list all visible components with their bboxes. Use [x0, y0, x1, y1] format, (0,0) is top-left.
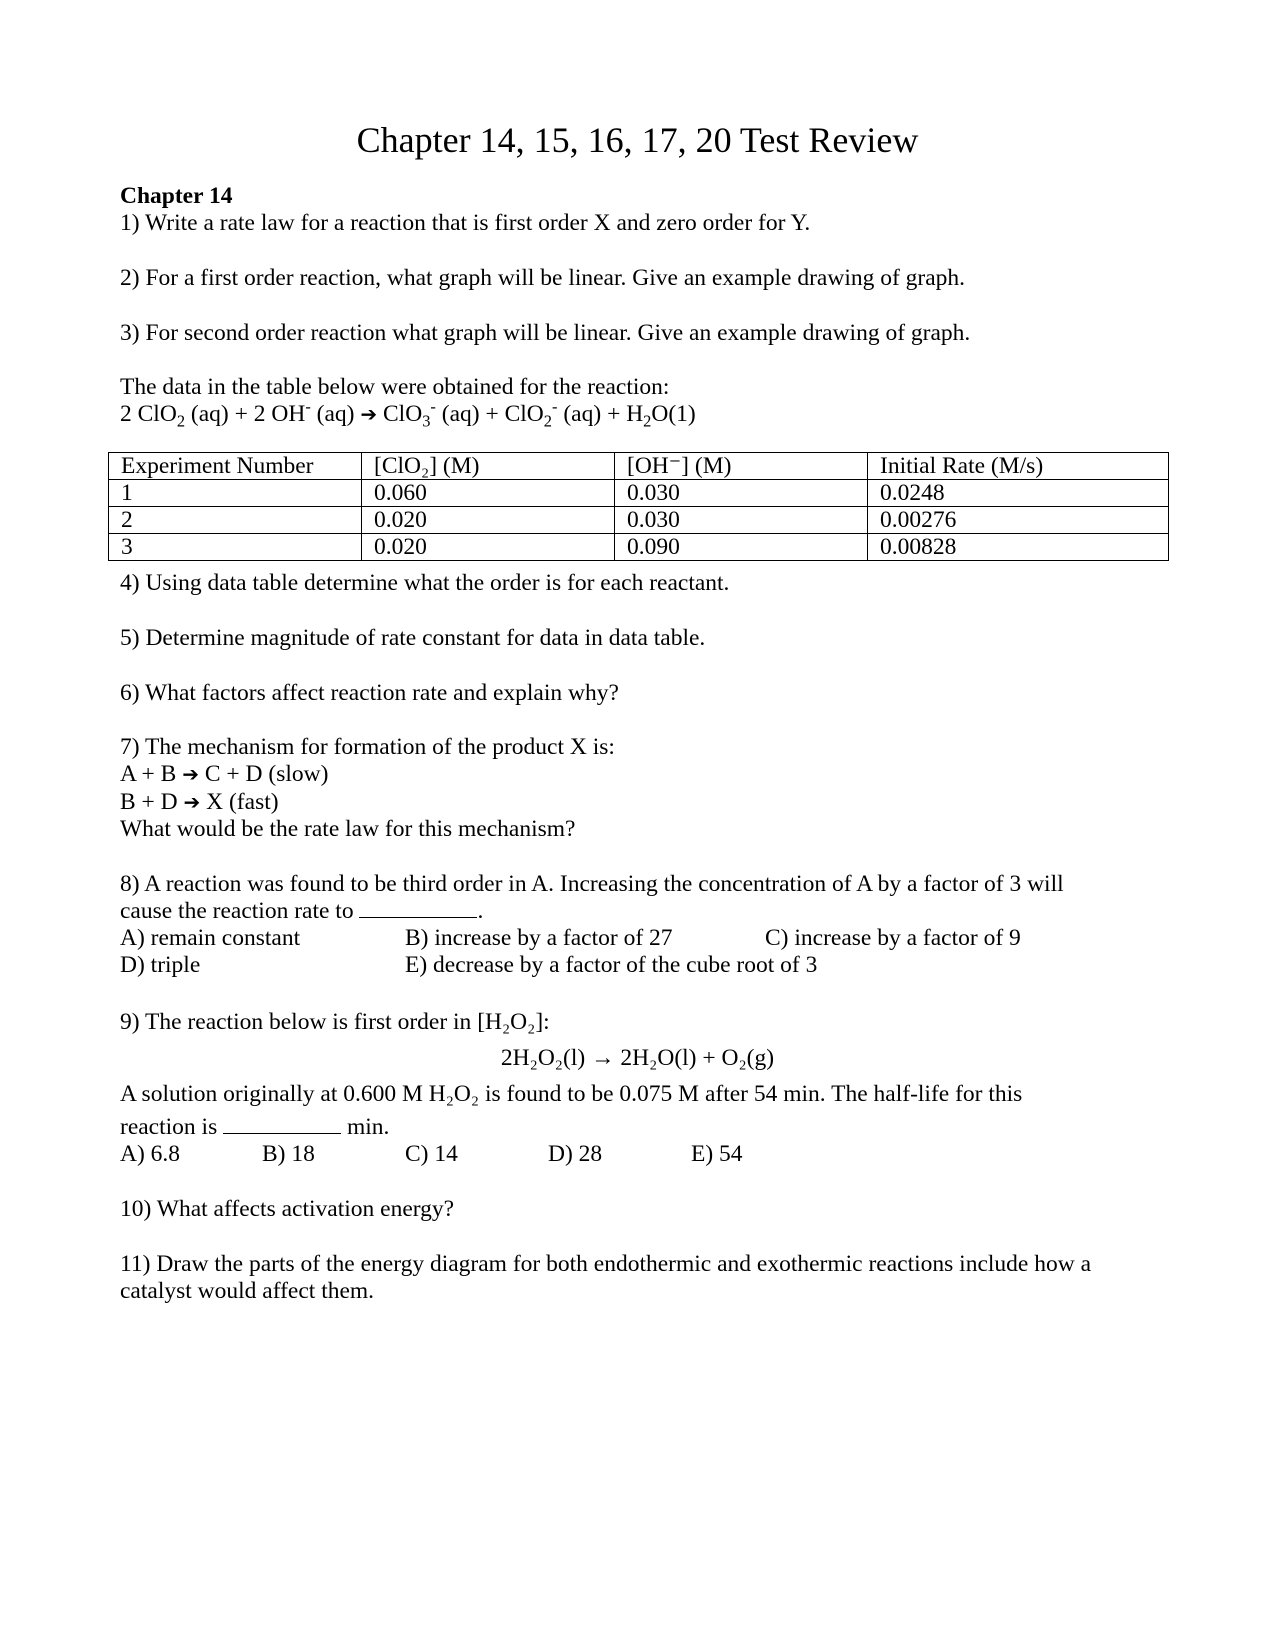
table-cell: 0.030	[615, 480, 868, 507]
table-header-cell: Initial Rate (M/s)	[868, 453, 1169, 480]
table-header-cell: Experiment Number	[109, 453, 362, 480]
table-cell: 0.020	[362, 534, 615, 561]
table-cell: 0.090	[615, 534, 868, 561]
question-7-intro: 7) The mechanism for formation of the product X is:	[120, 734, 615, 760]
question-8-line-1: 8) A reaction was found to be third order in A. Increasing the concentration of A by a factor of 3 will	[120, 871, 1064, 897]
question-10: 10) What affects activation energy?	[120, 1196, 455, 1222]
arrow-icon: ➔	[182, 762, 199, 786]
table-cell: 0.060	[362, 480, 615, 507]
table-cell: 0.0248	[868, 480, 1169, 507]
page-title: Chapter 14, 15, 16, 17, 20 Test Review	[356, 120, 919, 160]
q9-option-b: B) 18	[262, 1141, 315, 1167]
mechanism-step-1: A + B ➔ C + D (slow)	[120, 761, 329, 787]
table-cell: 0.00276	[868, 507, 1169, 534]
q9-equation: 2H₂O₂(l) → 2H₂O(l) + O₂(g)	[500, 1045, 775, 1071]
table-cell: 0.00828	[868, 534, 1169, 561]
q9-option-d: D) 28	[548, 1141, 603, 1167]
q8-option-d: D) triple	[120, 952, 201, 978]
q9-option-c: C) 14	[405, 1141, 458, 1167]
table-row	[109, 507, 1169, 534]
question-7-question: What would be the rate law for this mechanism?	[120, 816, 576, 842]
question-3: 3) For second order reaction what graph will be linear. Give an example drawing of graph.	[120, 320, 971, 346]
question-9-line-3: reaction is min.	[120, 1114, 390, 1140]
answer-blank	[223, 1113, 341, 1134]
q9-formula: [H₂O₂]:	[477, 1009, 550, 1035]
question-1: 1) Write a rate law for a reaction that is first order X and zero order for Y.	[120, 210, 811, 236]
question-9-line-2: A solution originally at 0.600 M H₂O₂ is found to be 0.075 M after 54 min. The half-life for this	[120, 1081, 1023, 1107]
mechanism-step-2: B + D ➔ X (fast)	[120, 789, 279, 815]
table-header-cell: [OH⁻] (M)	[615, 453, 868, 480]
q8-option-e: E) decrease by a factor of the cube root of 3	[405, 952, 818, 978]
question-2: 2) For a first order reaction, what graph will be linear. Give an example drawing of graph.	[120, 265, 966, 291]
rate-data-table	[108, 452, 1169, 561]
answer-blank	[359, 897, 477, 918]
reaction-equation: 2 ClO$_2$ (aq) + 2 OH- (aq) ➔ ClO$_3$- (aq) + ClO$_2$- $(aq) + H_2O(1)$	[120, 397, 696, 431]
q9-option-e: E) 54	[691, 1141, 743, 1167]
table-cell: 1	[109, 480, 362, 507]
chapter-heading: Chapter 14	[120, 183, 233, 209]
question-11-line-1: 11) Draw the parts of the energy diagram for both endothermic and exothermic reactions include how a	[120, 1251, 1091, 1277]
table-header-row	[109, 453, 1169, 480]
table-row	[109, 534, 1169, 561]
arrow-icon: ➔	[183, 790, 201, 814]
question-4: 4) Using data table determine what the order is for each reactant.	[120, 570, 730, 596]
q8-option-c: C) increase by a factor of 9	[765, 925, 1021, 951]
table-cell: 0.020	[362, 507, 615, 534]
table-cell: 3	[109, 534, 362, 561]
table-header-cell: [ClO₂] (M)	[362, 453, 615, 480]
table-row	[109, 480, 1169, 507]
question-8-line-2: cause the reaction rate to .	[120, 898, 484, 924]
question-11-line-2: catalyst would affect them.	[120, 1278, 375, 1304]
q9-option-a: A) 6.8	[120, 1141, 181, 1167]
question-5: 5) Determine magnitude of rate constant for data in data table.	[120, 625, 706, 651]
table-intro: The data in the table below were obtained for the reaction:	[120, 374, 670, 400]
question-6: 6) What factors affect reaction rate and explain why?	[120, 680, 619, 706]
table-cell: 0.030	[615, 507, 868, 534]
arrow-icon: ➔	[360, 402, 378, 426]
question-9-line-1: 9) The reaction below is first order in [H₂O₂]:	[120, 1009, 550, 1035]
q8-option-a: A) remain constant	[120, 925, 301, 951]
table-cell: 2	[109, 507, 362, 534]
q8-option-b: B) increase by a factor of 27	[405, 925, 673, 951]
